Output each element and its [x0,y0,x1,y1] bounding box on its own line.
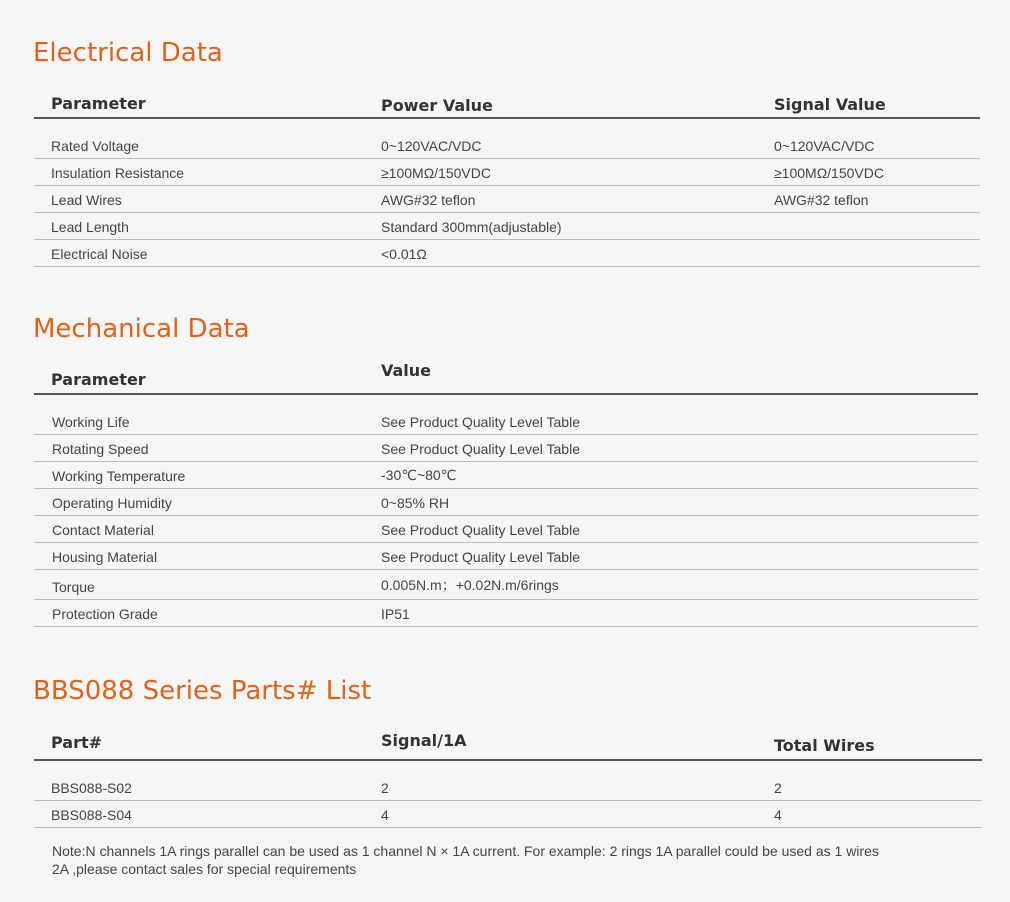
mechanical-value-cell: See Product Quality Level Table [381,441,580,457]
table-row [34,801,982,828]
mechanical-value-cell: 0~85% RH [381,495,450,511]
electrical-header-rule [34,117,980,119]
electrical-section-title: Electrical Data [33,38,223,68]
electrical-power-cell: Standard 300mm(adjustable) [381,219,562,235]
electrical-param-cell: Insulation Resistance [51,165,185,181]
electrical-signal-cell: AWG#32 teflon [774,192,869,208]
parts-note-line-1: Note:N channels 1A rings parallel can be used as 1 channel N × 1A current. For example: 2 rings 1A parallel could be used as 1 wires [52,843,879,859]
mechanical-param-cell: Torque [52,579,95,595]
parts-header-total-wires: Total Wires [774,736,875,755]
table-row [34,570,978,600]
mechanical-value-cell: See Product Quality Level Table [381,549,580,565]
parts-note-line-2: 2A ,please contact sales for special requirements [52,861,357,877]
parts-section-title: BBS088 Series Parts# List [33,676,372,706]
electrical-header-power-value: Power Value [381,96,493,115]
mechanical-value-cell: IP51 [381,606,410,622]
electrical-param-cell: Lead Length [51,219,129,235]
parts-header-rule [34,759,982,761]
mechanical-param-cell: Working Life [52,414,130,430]
electrical-power-cell: 0~120VAC/VDC [381,138,482,154]
mechanical-value-cell: See Product Quality Level Table [381,414,580,430]
table-row [34,489,978,516]
mechanical-value-cell: 0.005N.m；+0.02N.m/6rings [381,577,559,593]
electrical-signal-cell: ≥100MΩ/150VDC [774,165,884,181]
mechanical-header-parameter: Parameter [51,370,146,389]
parts-header-part-number: Part# [51,733,103,752]
electrical-param-cell: Electrical Noise [51,246,148,262]
table-row [34,159,980,186]
table-row [34,543,978,570]
mechanical-value-cell: See Product Quality Level Table [381,522,580,538]
table-row [34,600,978,627]
electrical-table [34,92,980,268]
table-row [34,516,978,543]
parts-note [52,842,952,878]
table-row [34,408,978,435]
table-row [34,462,978,489]
mechanical-header-rule [34,393,978,395]
mechanical-header-value: Value [381,361,432,380]
table-row [34,186,980,213]
parts-signal-cell: 4 [381,807,389,823]
table-row [34,435,978,462]
mechanical-table [34,360,978,630]
parts-table [34,730,982,830]
table-row [34,213,980,240]
electrical-signal-cell: 0~120VAC/VDC [774,138,875,154]
electrical-header-signal-value: Signal Value [774,95,886,114]
table-row [34,774,982,801]
parts-part-cell: BBS088-S02 [51,780,132,796]
electrical-power-cell: AWG#32 teflon [381,192,476,208]
mechanical-param-cell: Protection Grade [52,606,158,622]
parts-wires-cell: 4 [774,807,782,823]
mechanical-param-cell: Operating Humidity [52,495,172,511]
electrical-param-cell: Rated Voltage [51,138,139,154]
mechanical-section-title: Mechanical Data [33,314,250,344]
electrical-power-cell: ≥100MΩ/150VDC [381,165,491,181]
table-row [34,240,980,267]
parts-signal-cell: 2 [381,780,389,796]
table-row [34,132,980,159]
parts-part-cell: BBS088-S04 [51,807,132,823]
electrical-header-parameter: Parameter [51,94,146,113]
electrical-param-cell: Lead Wires [51,192,122,208]
mechanical-param-cell: Housing Material [52,549,158,565]
electrical-power-cell: <0.01Ω [381,246,427,262]
parts-header-signal: Signal/1A [381,731,467,750]
parts-wires-cell: 2 [774,780,782,796]
mechanical-param-cell: Rotating Speed [52,441,149,457]
mechanical-param-cell: Working Temperature [52,468,186,484]
mechanical-value-cell: -30℃~80℃ [381,467,457,483]
mechanical-param-cell: Contact Material [52,522,154,538]
